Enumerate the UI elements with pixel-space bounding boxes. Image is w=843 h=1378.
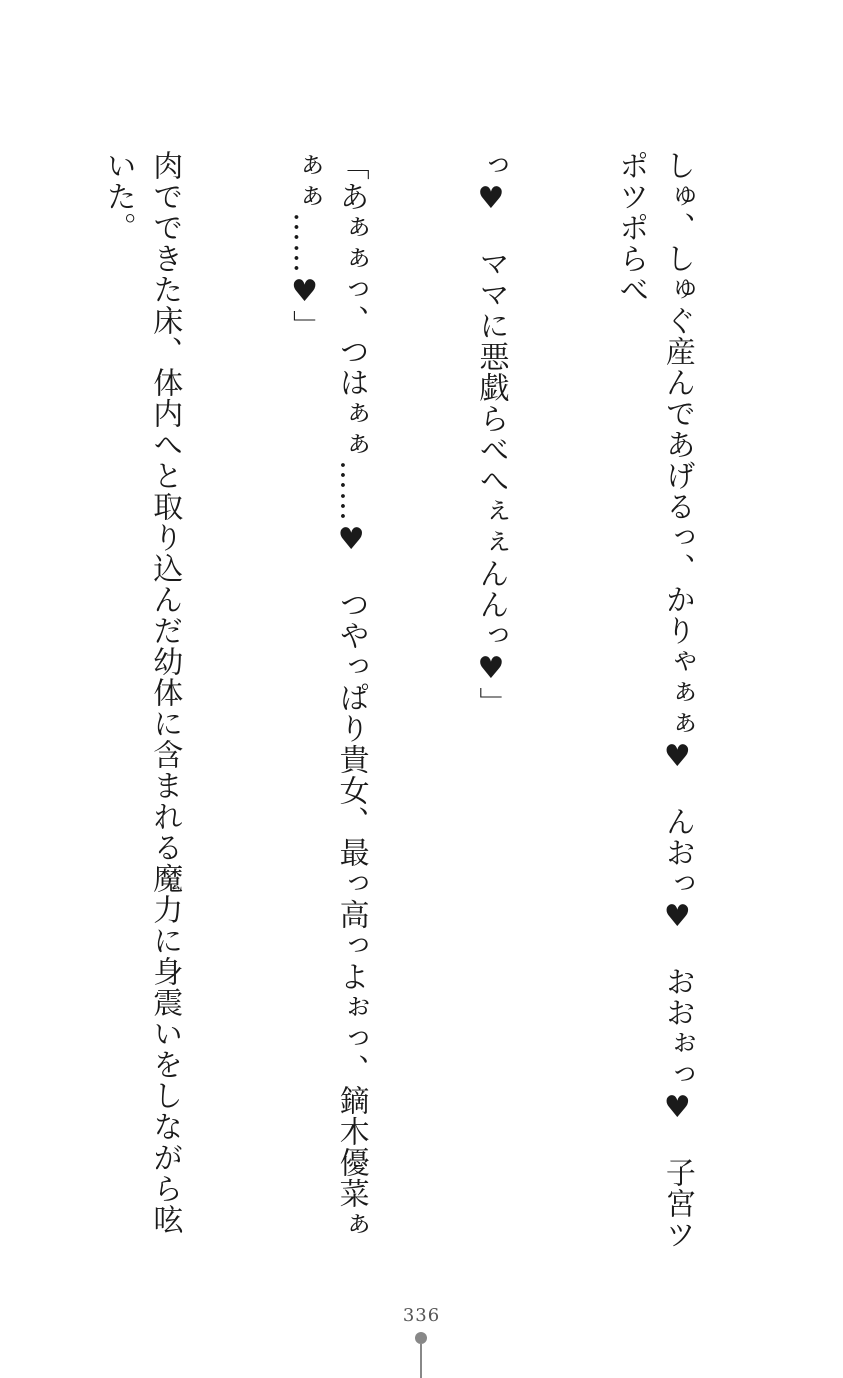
page-marker-stem [420,1344,422,1378]
text-line: しゅ、しゅぐ産んであげるっ、かりゃぁぁ♥ んおっ♥ おおぉっ♥ 子宮ツポツポらべ [613,150,695,1250]
text-line: 肉でできた床、体内へと取り込んだ幼体に含まれる魔力に身震いをしながら呟いた。 [100,150,183,1235]
text-line: 「あぁぁっ、つはぁぁ……♥ つやっぱり貴女、最っ高っよぉっ、鏑木優菜ぁぁぁ……♥」 [287,150,369,1240]
text-line [0,150,1,1260]
vertical-text-body [0,150,793,1260]
page-marker-dot [415,1332,427,1344]
text-line: っ♥ ママに悪戯らべへぇぇんんっ♥」 [473,150,509,718]
page-number: 336 [402,1305,441,1326]
